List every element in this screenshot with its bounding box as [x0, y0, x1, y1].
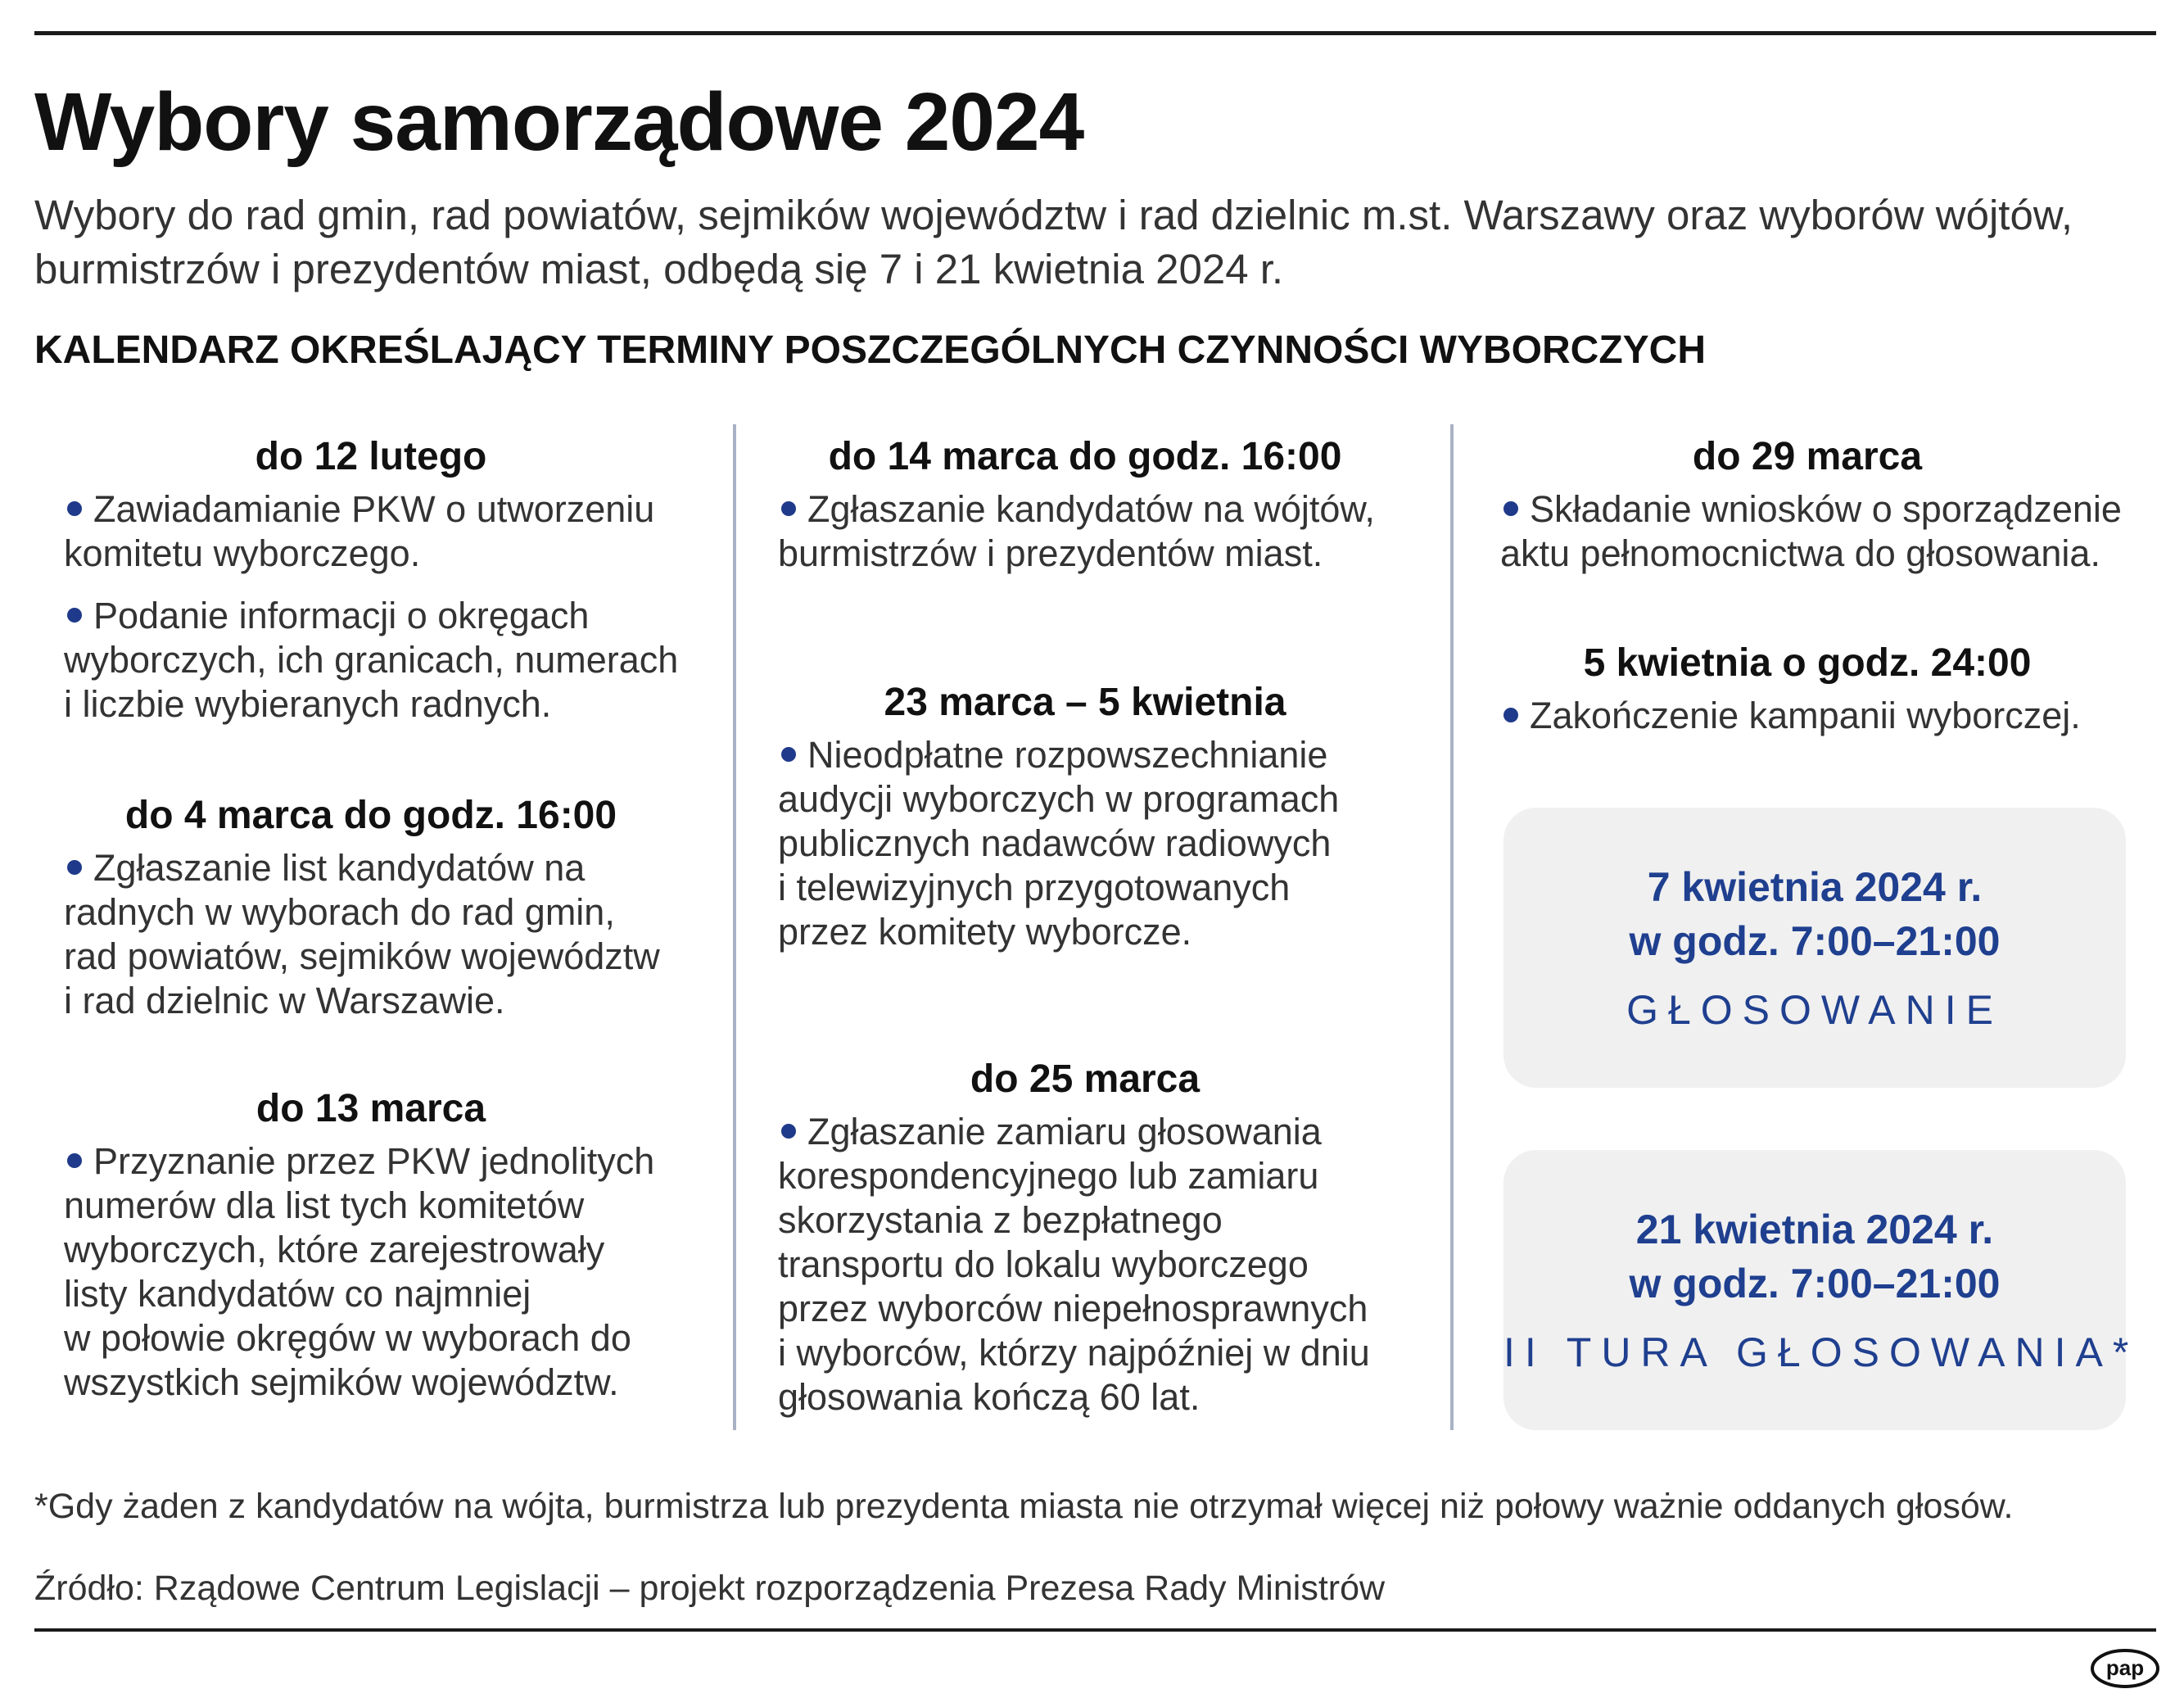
voting-date: [1503, 860, 2126, 968]
entry-item-text: Nieodpłatne rozpowszechnianie audycji wyborczych w programach publicznych nadawców radiowych i telewizyjnych przygotowanych przez komitety wyborcze.: [778, 734, 1340, 953]
bullet-icon: [781, 1124, 796, 1139]
entry-date: do 25 marca: [970, 1057, 1201, 1101]
entry-item-text: Zakończenie kampanii wyborczej.: [1530, 695, 2081, 736]
intro-line: burmistrzów i prezydentów miast, odbędą się 7 i 21 kwietnia 2024 r.: [34, 246, 1284, 292]
entry-item-text: Zgłaszanie kandydatów na wójtów, burmistrzów i prezydentów miast.: [778, 488, 1375, 574]
entry-item: [1500, 487, 2155, 576]
calendar-entry: [64, 793, 711, 1023]
voting-date-line: 7 kwietnia 2024 r.: [1647, 864, 1983, 910]
entry-item: [64, 594, 711, 727]
source-note: Źródło: Rządowe Centrum Legislacji – projekt rozporządzenia Prezesa Rady Ministrów: [34, 1569, 1386, 1608]
column-divider: [733, 424, 736, 1430]
voting-hours-line: w godz. 7:00–21:00: [1629, 1261, 2001, 1306]
voting-hours-line: w godz. 7:00–21:00: [1629, 918, 2001, 964]
bullet-icon: [1503, 501, 1518, 516]
calendar-entry: [778, 1057, 1425, 1419]
voting-date-line: 21 kwietnia 2024 r.: [1635, 1207, 1994, 1252]
entry-item-text: Zgłaszanie zamiaru głosowania korespondencyjnego lub zamiaru skorzystania z bezpłatnego transportu do lokalu wyborczego przez wyborców niepełnosprawnych i wyborców, którzy najpóźniej w dniu głosowania kończą 60 lat.: [778, 1111, 1370, 1418]
entry-item: [64, 1139, 711, 1405]
entry-date: do 14 marca do godz. 16:00: [828, 435, 1342, 478]
entry-item: [1500, 694, 2155, 738]
voting-date: [1503, 1202, 2126, 1311]
calendar-entry: [778, 680, 1425, 954]
entry-item: [778, 1110, 1425, 1419]
entry-item: [778, 487, 1425, 576]
entry-item-text: Zawiadamianie PKW o utworzeniu komitetu wyborczego.: [64, 488, 655, 574]
entry-item-text: Zgłaszanie list kandydatów na radnych w wyborach do rad gmin, rad powiatów, sejmików województw i rad dzielnic w Warszawie.: [64, 847, 660, 1021]
entry-item: [778, 733, 1425, 954]
bullet-icon: [67, 501, 82, 516]
entry-date: 5 kwietnia o godz. 24:00: [1583, 641, 2032, 685]
intro-text: [34, 188, 2164, 297]
pap-logo: [2091, 1648, 2159, 1689]
entry-date: do 29 marca: [1692, 435, 1923, 478]
entry-item: [64, 846, 711, 1023]
svg-text:pap: pap: [2105, 1655, 2145, 1680]
bullet-icon: [1503, 708, 1518, 722]
top-rule: [34, 31, 2156, 35]
section-heading: KALENDARZ OKREŚLAJĄCY TERMINY POSZCZEGÓLNYCH CZYNNOŚCI WYBORCZYCH: [34, 328, 1706, 372]
entry-date: do 12 lutego: [255, 435, 487, 478]
footnote: *Gdy żaden z kandydatów na wójta, burmistrza lub prezydenta miasta nie otrzymał więcej niż połowy ważnie oddanych głosów.: [34, 1487, 2014, 1526]
entry-item-text: Składanie wniosków o sporządzenie aktu pełnomocnictwa do głosowania.: [1500, 488, 2122, 574]
entry-date: 23 marca – 5 kwietnia: [884, 681, 1286, 724]
bullet-icon: [781, 501, 796, 516]
bullet-icon: [67, 860, 82, 875]
calendar-entry: [1500, 434, 2155, 576]
calendar-entry: [64, 1086, 711, 1405]
bullet-icon: [781, 747, 796, 762]
voting-label: II TURA GŁOSOWANIA*: [1503, 1329, 2139, 1375]
bullet-icon: [67, 1153, 82, 1168]
calendar-entry: [64, 434, 711, 727]
page-title: Wybory samorządowe 2024: [34, 76, 1084, 168]
bullet-icon: [67, 608, 82, 623]
entry-item: [64, 487, 711, 576]
bottom-rule: [34, 1628, 2156, 1632]
voting-label: GŁOSOWANIE: [1626, 987, 2003, 1033]
intro-line: Wybory do rad gmin, rad powiatów, sejmików województw i rad dzielnic m.st. Warszawy oraz wyborów wójtów,: [34, 192, 2073, 238]
entry-item-text: Podanie informacji o okręgach wyborczych, ich granicach, numerach i liczbie wybieranych radnych.: [64, 595, 679, 725]
entry-item-text: Przyznanie przez PKW jednolitych numerów dla list tych komitetów wyborczych, które zarejestrowały listy kandydatów co najmniej w połowie okręgów w wyborach do wszystkich sejmików województw.: [64, 1140, 655, 1403]
calendar-entry: [778, 434, 1425, 576]
column-divider: [1450, 424, 1454, 1430]
calendar-entry: [1500, 641, 2155, 738]
voting-day-box: [1503, 808, 2126, 1088]
entry-date: do 13 marca: [255, 1087, 486, 1130]
entry-date: do 4 marca do godz. 16:00: [124, 794, 617, 837]
second-round-box: [1503, 1150, 2139, 1430]
